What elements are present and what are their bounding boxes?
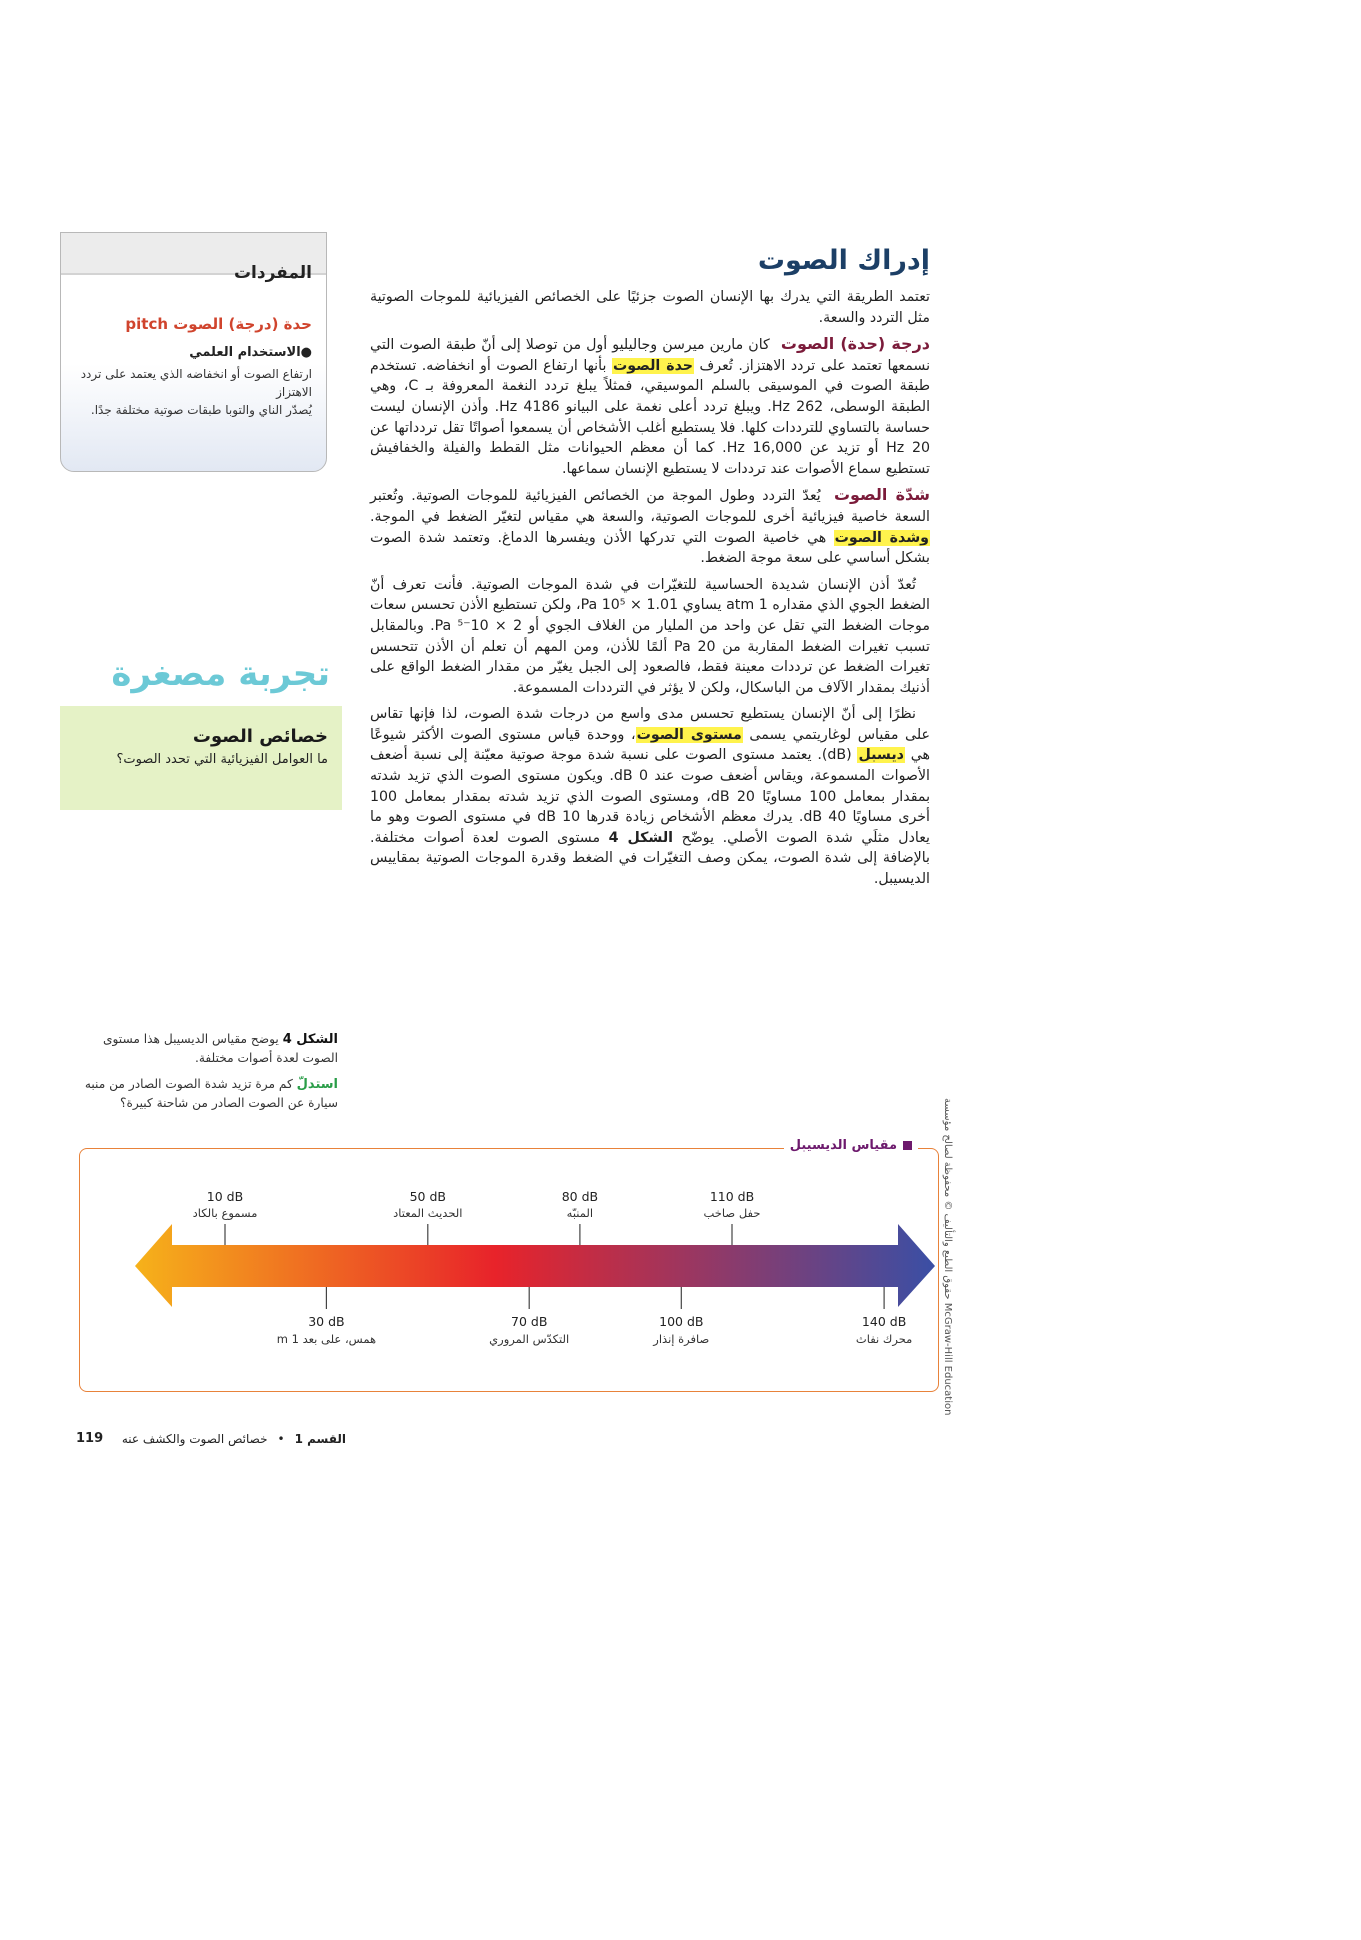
pressure-paragraph: تُعدّ أذن الإنسان شديدة الحساسية للتغيّرات في شدة الموجات الصوتية. فأنت تعرف أنّ الضغط الجوي الذي مقداره 1 atm يساوي 1.01 × 10⁵ Pa، ولكن تستطيع الأذن تحسس سعات موجات الضغط التي تقل عن واحد من المليار من الغلاف الجوي أو 2 × 10⁻⁵ Pa. وبالمقابل تسبب تغيرات الضغط المقاربة من 20 Pa ألمًا للأذن، ومن المهم أن تعلم أن الأذن تتحسس تغيرات الضغط عن ترددات معينة فقط، فالصعود إلى الجبل يغيّر من مقدار الضغط الواقع على أذنيك بمقدار الآلاف من الباسكال، ولكن لا يؤثر في الترددات المسموعة.	[370, 576, 930, 696]
tick-label-bottom: صافرة إنذار	[653, 1332, 710, 1346]
sound-level-text-b: ، ووحدة قياس مستوى الصوت الأكثر شيوعًا هي	[370, 726, 930, 764]
loudness-term-highlight: وشدة الصوت	[834, 529, 929, 546]
intro-paragraph: تعتمد الطريقة التي يدرك بها الإنسان الصوت جزئيًا على الخصائص الفيزيائية للموجات الصوتية مثل التردد والسعة.	[370, 289, 930, 326]
sound-level-term-highlight: مستوى الصوت	[636, 726, 742, 743]
tick-value-top: 10 dB	[206, 1189, 244, 1204]
vocabulary-definition-block	[73, 365, 312, 419]
decibel-scale-figure	[79, 1138, 939, 1392]
figure-label: الشكل 4	[282, 1032, 338, 1047]
loudness-text-a: يُعدّ التردد وطول الموجة من الخصائص الفيزيائية للموجات الصوتية. وتُعتبر السعة خاصية فيزيائية أخرى للموجات الصوتية، والسعة هي مقياس لتغيّر الضغط في الموجة.	[370, 488, 930, 525]
tick-value-bottom: 100 dB	[659, 1314, 704, 1329]
pitch-term-highlight: حدة الصوت	[612, 357, 694, 374]
vocabulary-box	[60, 232, 327, 472]
tick-value-top: 80 dB	[561, 1189, 599, 1204]
footer-unit: القسم 1	[294, 1431, 346, 1446]
vocabulary-definition: ارتفاع الصوت أو انخفاضه الذي يعتمد على تردد الاهتزاز	[80, 367, 312, 399]
tick-label-bottom: التكدّس المروري	[489, 1332, 570, 1346]
figure-reference: الشكل 4	[608, 829, 674, 846]
tick-label-top: الحديث المعتاد	[393, 1206, 463, 1220]
minilab-box	[60, 706, 342, 810]
loudness-text-b: هي خاصية الصوت التي تدركها الأذن ويفسرها الدماغ. وتعتمد شدة الصوت بشكل أساسي على سعة موجة الضغط.	[370, 529, 930, 567]
pitch-paragraph	[370, 334, 930, 479]
minilab-question: ما العوامل الفيزيائية التي تحدد الصوت؟	[116, 752, 328, 767]
tick-value-bottom: 70 dB	[511, 1314, 548, 1329]
copyright-notice: حقوق الطبع والتأليف © محفوظة لصالح مؤسسة McGraw-Hill Education	[942, 1098, 953, 1416]
figure-caption	[80, 1030, 338, 1120]
footer-bullet: •	[277, 1431, 285, 1446]
page-number: 119	[76, 1431, 104, 1446]
infer-question	[80, 1075, 338, 1112]
tick-label-bottom: محرك نفاث	[855, 1332, 913, 1346]
pitch-text-b: بأنها ارتفاع الصوت أو انخفاضه. تستخدم طبقة الصوت في الموسيقى بالسلم الموسيقي، فمثلاً يبلغ تردد النغمة المعروفة بـ C، وهي الطبقة الوسطى، 262 Hz. ويبلغ تردد أعلى نغمة على البيانو 4186 Hz. وأذن الإنسان ليست حساسة بالتساوي للترددات كلها. فلا يستطيع أغلب الأشخاص أن يسمعوا أصواتًا تقل تردداتها عن 20 Hz أو تزيد عن 16,000 Hz. كما أن معظم الحيوانات مثل القطط والفيلة والخفافيش تستطيع سماع الأصوات عند ترددات لا يستطيع الإنسان سماعها.	[370, 357, 931, 477]
tick-value-top: 110 dB	[709, 1189, 755, 1204]
minilab-title: تجربة مصغرة	[111, 654, 330, 694]
figure-caption-text	[80, 1030, 338, 1067]
infer-label: استدلّ	[296, 1077, 338, 1092]
loudness-heading: شدّة الصوت	[833, 485, 930, 505]
vocabulary-title: المفردات	[233, 263, 312, 283]
decibel-scale-svg	[80, 1149, 938, 1391]
tick-label-top: المنبّه	[566, 1206, 594, 1220]
figure-title-text: مقياس الديسيبل	[789, 1138, 897, 1153]
main-column	[370, 245, 930, 896]
minilab-subtitle: خصائص الصوت	[192, 726, 328, 747]
vocabulary-term: حدة (درجة) الصوت pitch	[125, 315, 312, 333]
decibel-gradient-arrow	[135, 1224, 935, 1307]
tick-value-top: 50 dB	[409, 1189, 446, 1204]
sound-level-text-d: مستوى الصوت لعدة أصوات مختلفة. بالإضافة إلى شدة الصوت، يمكن وصف التغيّرات في الضغط وقدرة الموجات الصوتية بمقاييس الديسيبل.	[370, 829, 930, 888]
tick-value-bottom: 30 dB	[308, 1314, 345, 1329]
sound-level-text-c: (dB). يعتمد مستوى الصوت على نسبة شدة موجة صوتية معيّنة إلى نسبة أضعف الأصوات المسموعة، ويقاس أضعف صوت عند 0 dB. ويكون مستوى الصوت الذي تزيد شدته بمقدار بمعامل 100 مساويًا 20 dB، ومستوى الصوت الذي تزيد شدته بمقدار بمعامل 100 أخرى مساويًا 40 dB. يدرك معظم الأشخاص زيادة قدرها 10 dB في مستوى الصوت وهو ما يعادل مثلَي شدة الصوت الأصلي. يوضّح	[370, 747, 931, 846]
vocabulary-usage-label: ●الاستخدام العلمي	[189, 345, 312, 360]
decibel-term-highlight: ديسبل	[858, 747, 904, 764]
infer-text: كم مرة تزيد شدة الصوت الصادر من منبه سيارة عن الصوت الصادر من شاحنة كبيرة؟	[84, 1077, 338, 1110]
bottom-ticks-group	[277, 1287, 913, 1347]
top-ticks-group	[193, 1189, 761, 1245]
pitch-text-a: كان مارين ميرسن وجاليليو أول من توصلا إلى أنّ طبقة الصوت التي نسمعها تعتمد على تردد الاهتزاز. تُعرف	[370, 337, 931, 374]
page-footer	[76, 1431, 346, 1446]
footer-title: خصائص الصوت والكشف عنه	[121, 1431, 268, 1446]
tick-label-top: حفل صاخب	[703, 1206, 761, 1220]
tick-label-top: مسموع بالكاد	[192, 1206, 258, 1220]
tick-value-bottom: 140 dB	[861, 1314, 907, 1329]
sound-level-paragraph	[370, 704, 930, 889]
section-title: إدراك الصوت	[757, 245, 930, 276]
sound-level-text-a: نظرًا إلى أنّ الإنسان يستطيع تحسس مدى واسع من درجات شدة الصوت، لذا فإنها تقاس على مقياس لوغاريتمي يسمى	[370, 706, 931, 743]
tick-label-bottom: همس، على بعد 1 m	[276, 1332, 377, 1346]
figure-description: يوضح مقياس الديسيبل هذا مستوى الصوت لعدة أصوات مختلفة.	[102, 1032, 338, 1065]
loudness-paragraph	[370, 485, 930, 568]
vocabulary-example: يُصدّر الناي والتوبا طبقات صوتية مختلفة جدًا.	[90, 403, 312, 417]
pitch-heading: درجة (حدة) الصوت	[780, 334, 930, 354]
